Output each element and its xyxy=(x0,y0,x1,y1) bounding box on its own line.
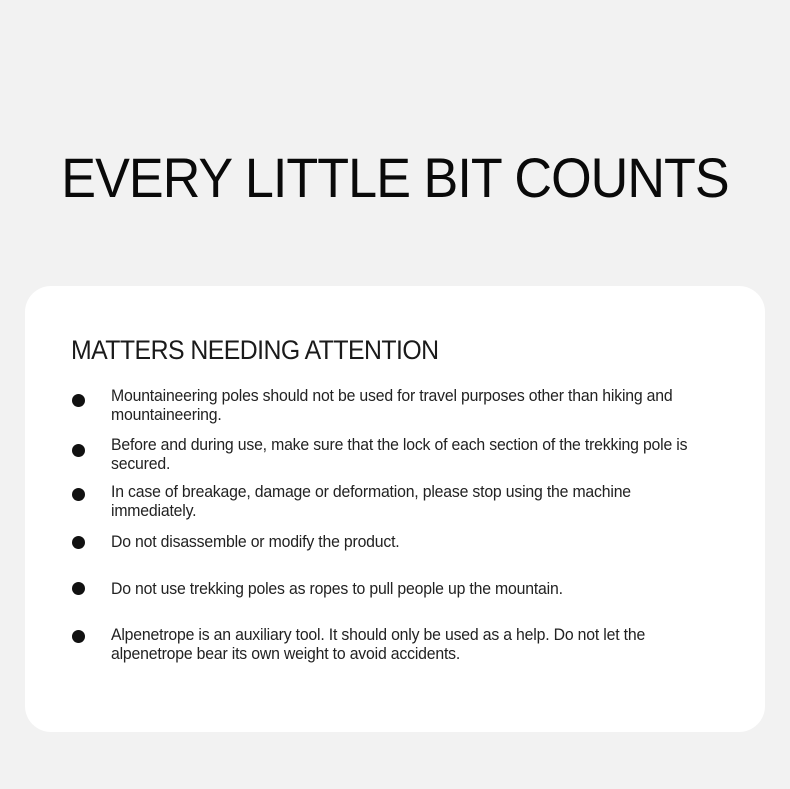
bullet-icon xyxy=(72,488,85,501)
note-text: Mountaineering poles should not be used for travel purposes other than hiking and mountaineering. xyxy=(111,386,673,424)
bullet-icon xyxy=(72,394,85,407)
bullet-icon xyxy=(72,444,85,457)
note-text: Before and during use, make sure that the lock of each section of the trekking pole is secured. xyxy=(111,435,688,473)
note-text: Alpenetrope is an auxiliary tool. It should only be used as a help. Do not let the alpenetrope bear its own weight to avoid accidents. xyxy=(111,625,646,663)
attention-card xyxy=(25,286,765,732)
note-text: Do not use trekking poles as ropes to pull people up the mountain. xyxy=(111,579,563,598)
note-text: Do not disassemble or modify the product. xyxy=(111,532,400,551)
bullet-icon xyxy=(72,582,85,595)
bullet-icon xyxy=(72,630,85,643)
note-text: In case of breakage, damage or deformation, please stop using the machine immediately. xyxy=(111,482,631,520)
headline: EVERY LITTLE BIT COUNTS xyxy=(61,146,729,209)
bullet-icon xyxy=(72,536,85,549)
card-title: MATTERS NEEDING ATTENTION xyxy=(71,335,439,365)
